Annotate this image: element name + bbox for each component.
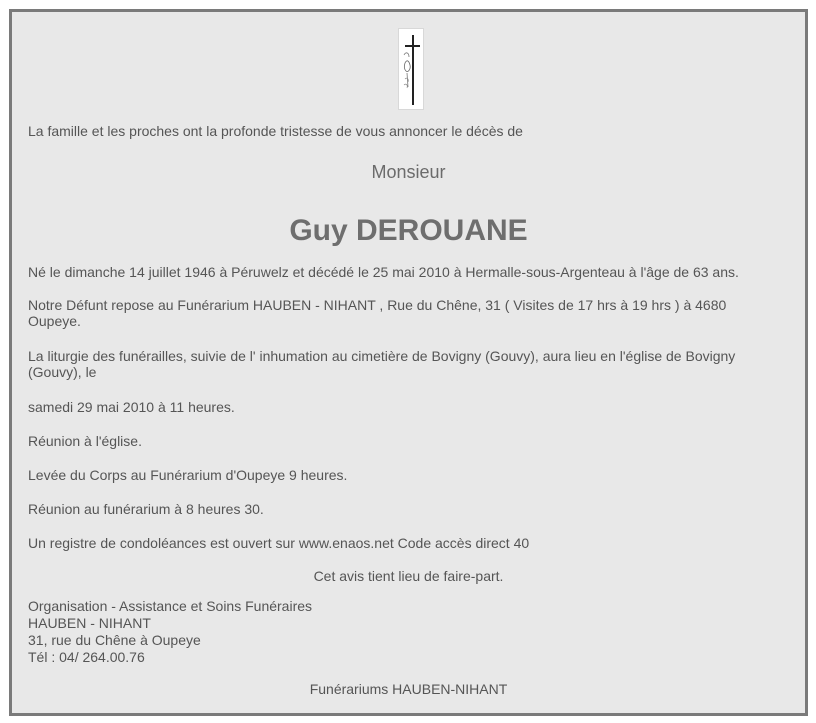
intro-text: La famille et les proches ont la profonde tristesse de vous annoncer le décès de (28, 123, 523, 139)
honorific: Monsieur (371, 162, 446, 182)
church-meeting-text: Réunion à l'église. (28, 433, 142, 449)
organisation-line: Organisation - Assistance et Soins Funéraires (28, 598, 313, 614)
cross-with-flowers-icon (398, 28, 424, 110)
organisation-name: HAUBEN - NIHANT (28, 615, 151, 631)
rest-place-text: Notre Défunt repose au Funérarium HAUBEN - NIHANT , Rue du Chêne, 31 ( Visites de 17 hrs à 19 hrs ) à 4680 Oupeye. (28, 297, 727, 329)
birth-death-text: Né le dimanche 14 juillet 1946 à Péruwelz et décédé le 25 mai 2010 à Hermalle-sous-Argenteau à l'âge de 63 ans. (28, 264, 739, 280)
organisation-address: 31, rue du Chêne à Oupeye (28, 632, 201, 648)
obituary-notice-frame (9, 9, 808, 716)
condolence-registry-text: Un registre de condoléances est ouvert sur www.enaos.net Code accès direct 40 (28, 535, 530, 551)
liturgy-text: La liturgie des funérailles, suivie de l' inhumation au cimetière de Bovigny (Gouvy), aura lieu en l'église de Bovigny (Gouvy), le (28, 348, 736, 380)
obituary-content (12, 12, 805, 713)
funerarium-meeting-text: Réunion au funérarium à 8 heures 30. (28, 501, 264, 517)
body-lift-text: Levée du Corps au Funérarium d'Oupeye 9 heures. (28, 467, 348, 483)
ceremony-date: samedi 29 mai 2010 à 11 heures. (28, 399, 235, 415)
deceased-name: Guy DEROUANE (289, 214, 528, 247)
footer-signature: Funérariums HAUBEN-NIHANT (309, 681, 508, 697)
notice-disclaimer: Cet avis tient lieu de faire-part. (313, 568, 504, 584)
organisation-phone: Tél : 04/ 264.00.76 (28, 649, 145, 665)
